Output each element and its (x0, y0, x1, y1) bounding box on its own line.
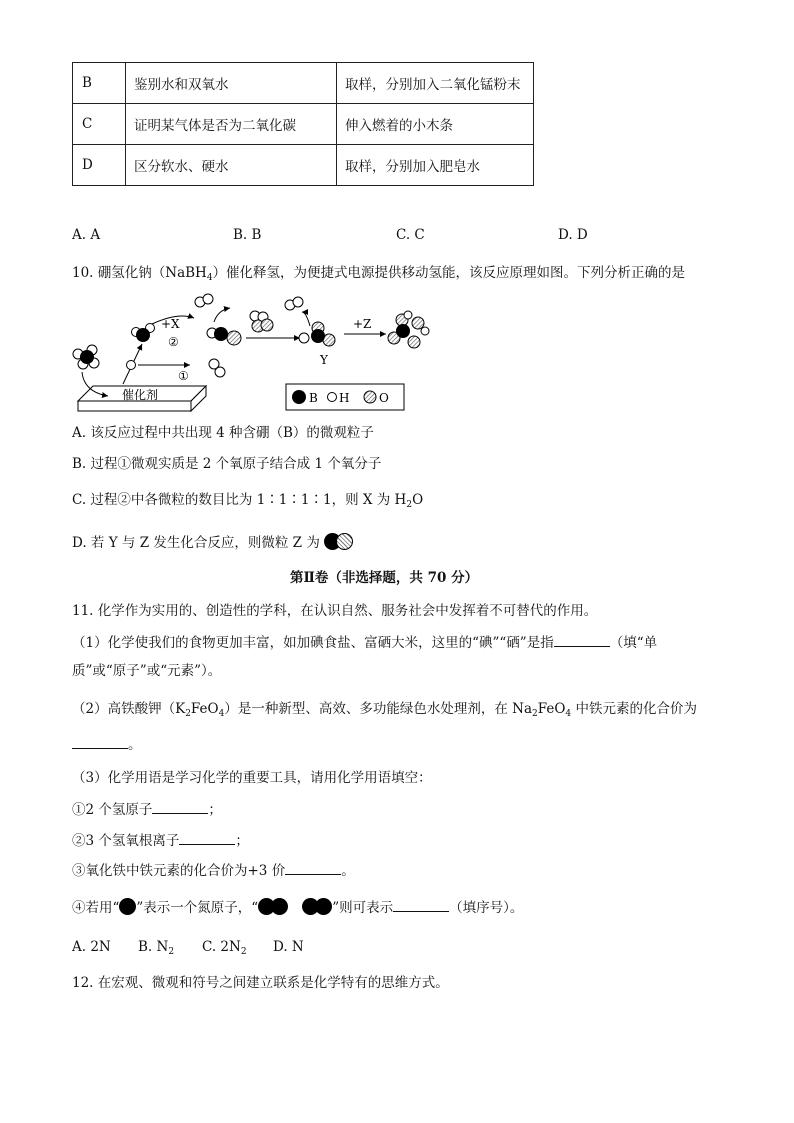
row-method: 伸入燃着的小木条 (337, 104, 534, 145)
q11-part2: （2）高铁酸钾$(K_2FeO_4)$是一种新型、高效、多功能绿色水处理剂，在 $Na_2FeO_4$ 中铁元素的化合价为 (72, 701, 697, 719)
y-molecule (299, 322, 335, 346)
b-oh-molecule (207, 327, 241, 345)
catalyst-label: 催化剂 (122, 388, 159, 402)
q10-choice-d: D. 若 Y 与 Z 发生化合反应，则微粒 Z 为 (72, 533, 353, 552)
answer-blank[interactable] (285, 862, 341, 875)
row-purpose: 证明某气体是否为二氧化碳 (126, 104, 337, 145)
step2-label: ② (168, 335, 179, 349)
intermediate-molecule (132, 324, 155, 343)
row-method: 取样，分别加入肥皂水 (337, 145, 534, 186)
row-purpose: 区分软水、硬水 (126, 145, 337, 186)
row-purpose: 鉴别水和双氧水 (126, 63, 337, 104)
q11-part1: （1）化学使我们的食物更加丰富，如加碘食盐、富硒大米，这里的“碘”“硒”是指 （填“单 (72, 635, 658, 651)
nitrogen-atom-icon (119, 898, 136, 915)
q9-choice-a: A. A (72, 227, 101, 243)
step1-label: ① (178, 369, 189, 383)
diagram-legend (286, 384, 404, 410)
legend-h: H (339, 391, 350, 405)
catalyst-block (78, 386, 206, 411)
table-row (73, 63, 534, 104)
row-letter: B (73, 63, 126, 104)
q12-stem: 12. 在宏观、微观和符号之间建立联系是化学特有的思维方式。 (72, 975, 449, 991)
oxygen-atom-icon (336, 533, 353, 550)
q9-choice-b: B. B (233, 227, 262, 243)
row-method: 取样，分别加入二氧化锰粉末 (337, 63, 534, 104)
legend-o: O (379, 391, 389, 405)
q11-part1-cont: 质”或“原子”或“元素”）。 (72, 663, 222, 679)
experiment-table (72, 62, 534, 186)
section-title: 第Ⅱ卷（非选择题，共 70 分） (290, 570, 479, 586)
table-row (73, 104, 534, 145)
answer-blank[interactable] (393, 899, 449, 912)
row-letter: D (73, 145, 126, 186)
bh4-molecule (73, 345, 99, 369)
answer-blank[interactable] (152, 801, 208, 814)
answer-blank[interactable] (179, 832, 235, 845)
q11-item4: ④若用“ ”表示一个氮原子，“ ”则可表示 （填序号）。 (72, 900, 524, 916)
plus-x-label: +X (161, 317, 180, 331)
q9-choice-c: C. C (396, 227, 425, 243)
row-letter: C (73, 104, 126, 145)
q11-choice-b: B. $N_2$ (138, 939, 175, 957)
b-oh4-molecule (388, 311, 429, 348)
table-row (73, 145, 534, 186)
answer-blank[interactable] (554, 634, 610, 647)
nitrogen-atom-icon (315, 898, 332, 915)
q11-choice-c: C. $2N_2$ (202, 939, 247, 957)
answer-blank[interactable] (72, 736, 128, 749)
plus-z-label: +Z (353, 317, 372, 331)
q11-choice-a: A. 2N (72, 939, 111, 955)
legend-b: B (309, 391, 318, 405)
q11-stem: 11. 化学作为实用的、创造性的学科，在认识自然、服务社会中发挥着不可替代的作用。 (72, 603, 598, 619)
q11-item1: ①2 个氢原子 ； (72, 802, 222, 818)
q10-choice-b: B. 过程①微观实质是 2 个氧原子结合成 1 个氧分子 (72, 456, 382, 472)
q11-item3: ③氧化铁中铁元素的化合价为+3 价 。 (72, 863, 355, 879)
q11-part2-blank: 。 (72, 736, 142, 754)
q10-choice-c: C. 过程②中各微粒的数目比为 1∶1∶1∶1，则 X 为 $H_2O$ (72, 492, 424, 510)
reaction-diagram (68, 288, 440, 418)
q11-choice-d: D. N (273, 939, 304, 955)
q11-item2: ②3 个氢氧根离子 ； (72, 833, 249, 849)
q11-part3: （3）化学用语是学习化学的重要工具，请用化学用语填空： (72, 770, 432, 786)
nitrogen-atom-icon (271, 898, 288, 915)
q10-choice-a: A. 该反应过程中共出现 4 种含硼（B）的微观粒子 (72, 425, 374, 441)
q10-stem: 10. 硼氢化钠（NaBH$_4$）催化释氢，为便捷式电源提供移动氢能，该反应原理如图。下列分析正确的是 (72, 265, 686, 283)
y-label: Y (320, 353, 328, 367)
q9-choice-d: D. D (558, 227, 588, 243)
